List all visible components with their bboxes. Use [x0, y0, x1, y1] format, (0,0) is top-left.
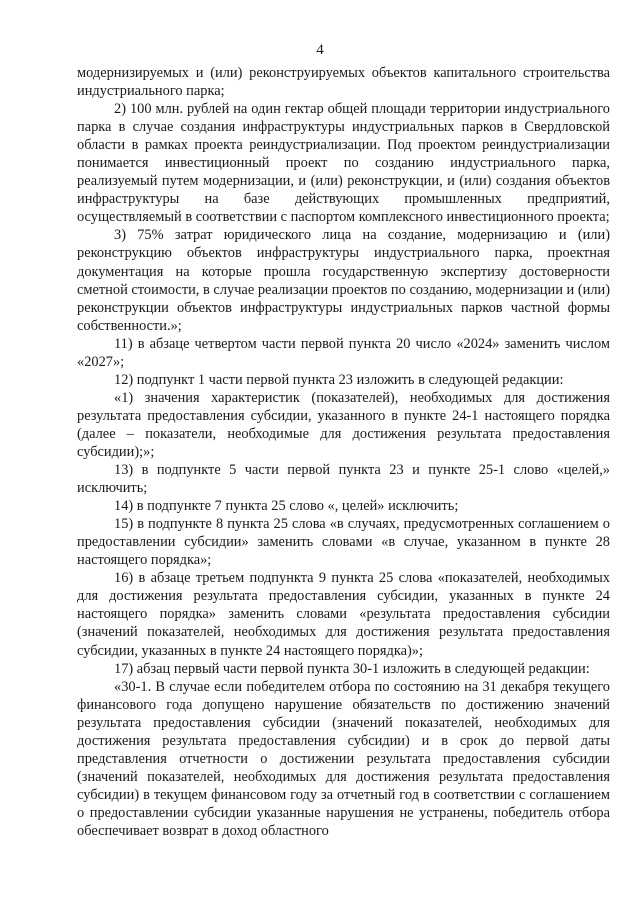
paragraph-item-17: 17) абзац первый части первой пункта 30-1 изложить в следующей редакции: — [114, 660, 590, 677]
document-body — [77, 64, 610, 840]
paragraph-item-3: 3) 75% затрат юридического лица на создание, модернизацию и (или) реконструкцию объектов инфраструктуры индустриального парка, проектная документация на которые прошла государственную экспертизу достоверности сметной стоимости, в случае реализации проектов по созданию, модернизации и (или) реконструкции объектов инфраструктуры индустриальных парков частной формы собственности.»; — [77, 227, 610, 334]
paragraph-item-16: 16) в абзаце третьем подпункта 9 пункта 25 слова «показателей, необходимых для достижения результата предоставления субсидии, указанных в пункте 24 настоящего порядка» заменить словами «результата предоставления субсидии (значений показателей, необходимых для достижения результата предоставления субсидии, указанных в пункте 24 настоящего порядка)»; — [77, 570, 610, 659]
paragraph-quote-1: «1) значения характеристик (показателей), необходимых для достижения результата предоставления субсидии, указанного в пункте 24-1 настоящего порядка (далее – показатели, необходимые для достижения результата предоставления субсидии);»; — [77, 389, 610, 460]
paragraph-item-14: 14) в подпункте 7 пункта 25 слово «, целей» исключить; — [114, 498, 459, 515]
paragraph-item-12: 12) подпункт 1 части первой пункта 23 изложить в следующей редакции: — [114, 371, 564, 388]
paragraph-item-11: 11) в абзаце четвертом части первой пункта 20 число «2024» заменить числом «2027»; — [77, 335, 610, 370]
paragraph-item-2: 2) 100 млн. рублей на один гектар общей площади территории индустриального парка в случае создания инфраструктуры индустриальных парков в Свердловской области в рамках проекта реиндустриализации. Под проектом реиндустриализации понимается инвестиционный проект по созданию индустриального парка, реализуемый путем модернизации, и (или) реконструкции, и (или) создания объектов инфраструктуры на базе действующих промышленных предприятий, осуществляемый в соответствии с паспортом комплексного инвестиционного проекта; — [77, 101, 610, 226]
paragraph-continuation: модернизируемых и (или) реконструируемых объектов капитального строительства индустриального парка; — [77, 65, 610, 100]
page-number: 4 — [316, 42, 324, 58]
paragraph-item-15: 15) в подпункте 8 пункта 25 слова «в случаях, предусмотренных соглашением о предоставлении субсидии» заменить словами «в случае, указанном в пункте 28 настоящего порядка»; — [77, 516, 610, 569]
paragraph-item-13: 13) в подпункте 5 части первой пункта 23 и пункте 25-1 слово «целей,» исключить; — [77, 462, 610, 497]
paragraph-quote-30-1: «30-1. В случае если победителем отбора по состоянию на 31 декабря текущего финансового года допущено нарушение обязательств по достижению значений результата предоставления субсидии (значений показателей, необходимых для достижения результата предоставления субсидии) и в срок до первой даты представления отчетности о достижении результата предоставления субсидии (значений показателей, необходимых для достижения результата предоставления субсидии) в текущем финансовом году за отчетный год в соответствии с соглашением о предоставлении субсидии указанные нарушения не устранены, победитель отбора обеспечивает возврат в доход областного — [77, 678, 610, 839]
